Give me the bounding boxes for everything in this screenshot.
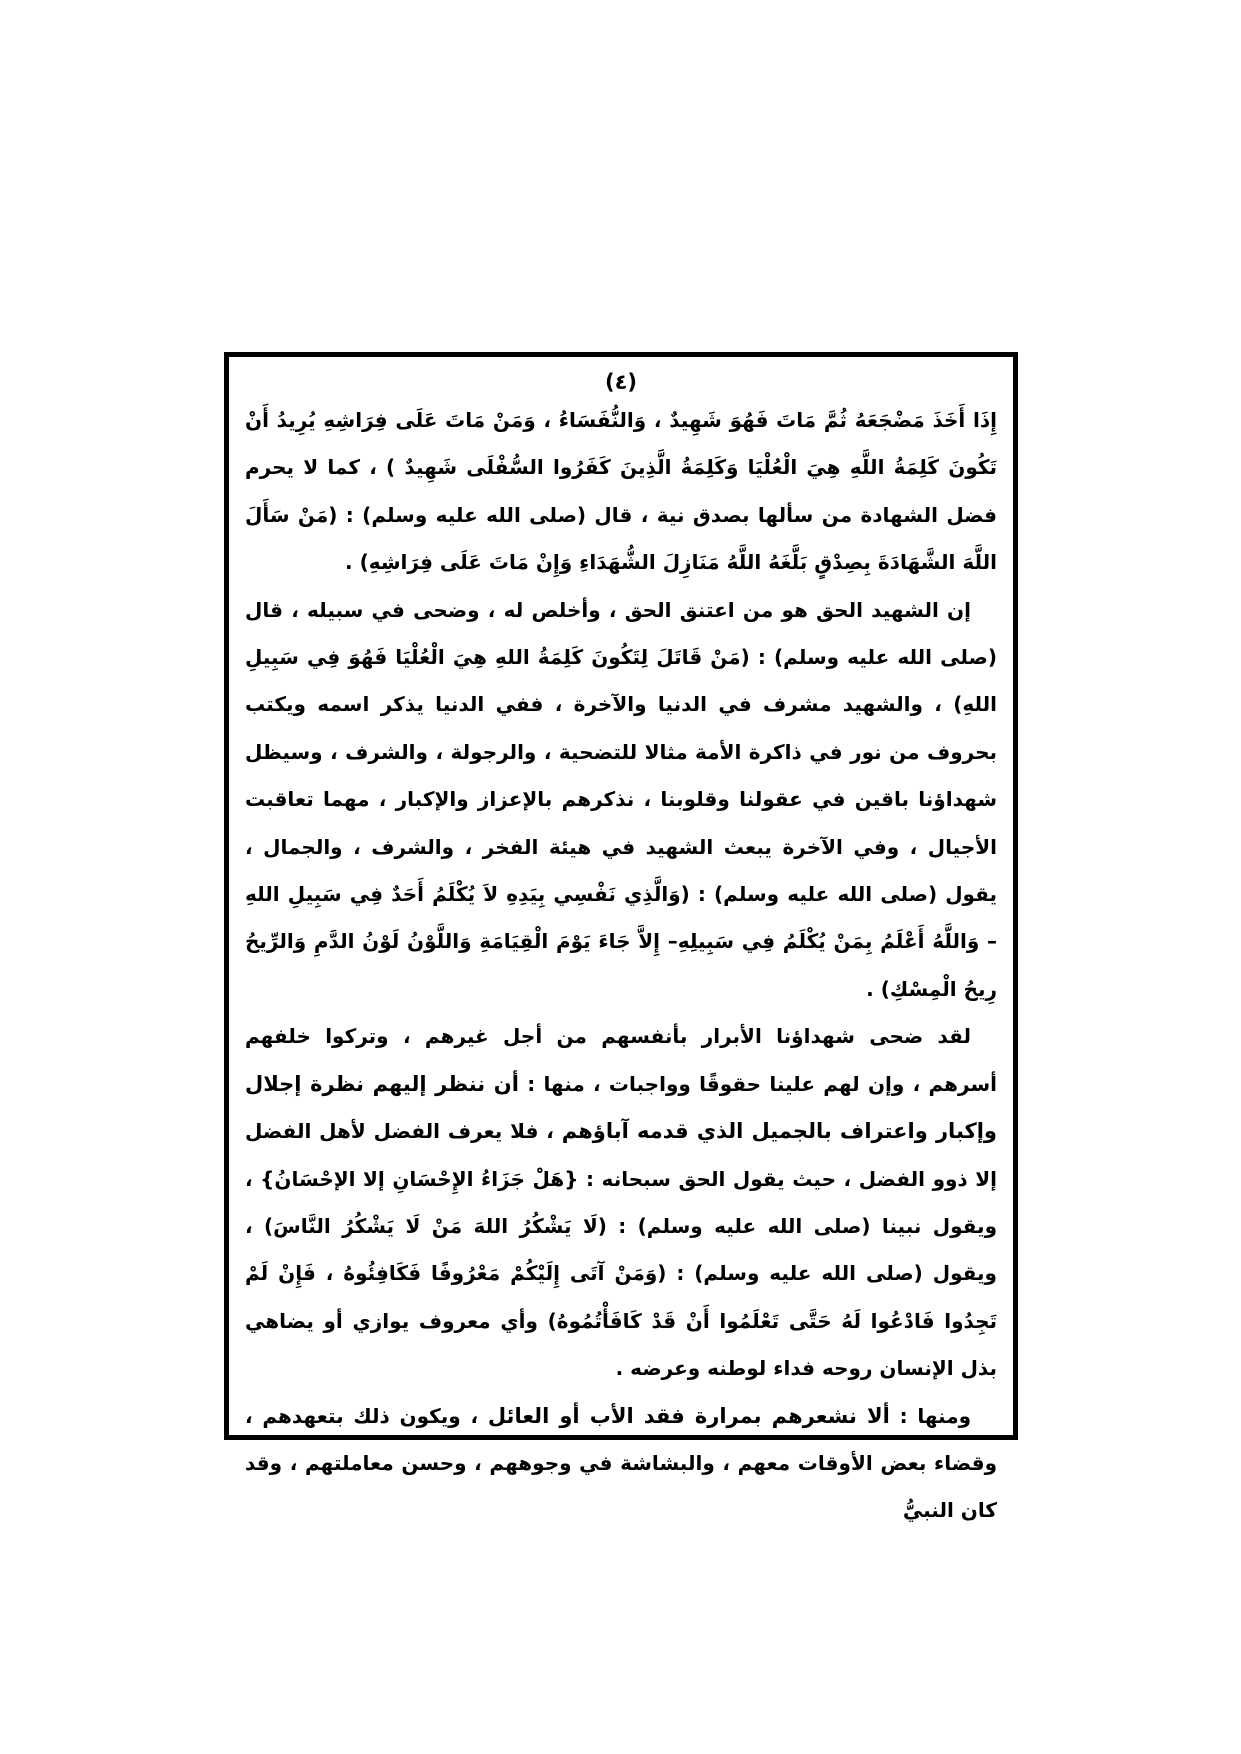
paragraph-4 <box>245 1393 997 1535</box>
paragraph-4-text-a: ومنها : <box>889 1403 972 1428</box>
page-frame <box>224 352 1018 1523</box>
paragraph-1-text: إِذَا أَخَذَ مَضْجَعَهُ ثُمَّ مَاتَ فَهُوَ شَهِيدٌ ، وَالنُّفَسَاءُ ، وَمَنْ مَاتَ عَلَى فِرَاشِهِ يُرِيدُ أَنْ تَكُونَ كَلِمَةُ اللَّهِ هِيَ الْعُلْيَا وَكَلِمَةُ الَّذِينَ كَفَرُوا السُّفْلَى شَهِيدٌ ) ، كما لا يحرم فضل الشهادة من سألها بصدق نية ، قال (صلى الله عليه وسلم) : (مَنْ سَأَلَ اللَّهَ الشَّهَادَةَ بِصِدْقٍ بَلَّغَهُ اللَّهُ مَنَازِلَ الشُّهَدَاءِ وَإِنْ مَاتَ عَلَى فِرَاشِهِ) . <box>245 408 997 575</box>
paragraph-1 <box>245 397 997 587</box>
paragraph-3 <box>245 1013 997 1392</box>
paragraph-3-text-a: لقد ضحى شهداؤنا الأبرار بأنفسهم من أجل غيرهم ، وتركوا خلفهم أسرهم ، وإن لهم علينا حقوقًا وواجبات ، منها : <box>245 1024 997 1096</box>
paragraph-3-emphasis: أن ننظر إليهم نظرة إجلال وإكبار واعتراف بالجميل الذي قدمه آباؤهم <box>245 1071 997 1144</box>
paragraph-3-text-b: ، فلا يعرف الفضل لأهل الفضل إلا ذوو الفضل ، حيث يقول الحق سبحانه : {هَلْ جَزَاءُ الإِحْسَانِ إلا الإحْسَانُ} ، ويقول نبينا (صلى الله عليه وسلم) : (لَا يَشْكُرُ اللهَ مَنْ لَا يَشْكُرُ النَّاسَ) ، ويقول (صلى الله عليه وسلم) : (وَمَنْ آتَى إِلَيْكُمْ مَعْرُوفًا فَكَافِئُوهُ ، فَإِنْ لَمْ تَجِدُوا فَادْعُوا لَهُ حَتَّى تَعْلَمُوا أَنْ قَدْ كَافَأْتُمُوهُ) وأي معروف يوازي أو يضاهي بذل الإنسان روحه فداء لوطنه وعرضه . <box>245 1119 997 1381</box>
page-number: (٤) <box>604 370 638 394</box>
paragraph-4-text-b: ، ويكون ذلك بتعهدهم ، وقضاء بعض الأوقات معهم ، والبشاشة في وجوههم ، وحسن معاملتهم ، وقد كان النبيُّ <box>245 1403 997 1523</box>
paragraph-2 <box>245 587 997 1014</box>
paragraph-2-text: إن الشهيد الحق هو من اعتنق الحق ، وأخلص له ، وضحى في سبيله ، قال (صلى الله عليه وسلم) : (مَنْ قَاتَلَ لِتَكُونَ كَلِمَةُ اللهِ هِيَ الْعُلْيَا فَهُوَ فِي سَبِيلِ اللهِ) ، والشهيد مشرف في الدنيا والآخرة ، ففي الدنيا يذكر اسمه ويكتب بحروف من نور في ذاكرة الأمة مثالا للتضحية ، والرجولة ، والشرف ، وسيظل شهداؤنا باقين في عقولنا وقلوبنا ، نذكرهم بالإعزاز والإكبار ، مهما تعاقبت الأجيال ، وفي الآخرة يبعث الشهيد في هيئة الفخر ، والشرف ، والجمال ، يقول (صلى الله عليه وسلم) : (وَالَّذِي نَفْسِي بِيَدِهِ لاَ يُكْلَمُ أَحَدٌ فِي سَبِيلِ اللهِ – وَاللَّهُ أَعْلَمُ بِمَنْ يُكْلَمُ فِي سَبِيلِهِ– إِلاَّ جَاءَ يَوْمَ الْقِيَامَةِ وَاللَّوْنُ لَوْنُ الدَّمِ وَالرِّيحُ رِيحُ الْمِسْكِ) . <box>245 597 997 1001</box>
body-text <box>245 397 997 1535</box>
paragraph-4-emphasis: ألا نشعرهم بمرارة فقد الأب أو العائل <box>487 1403 890 1428</box>
